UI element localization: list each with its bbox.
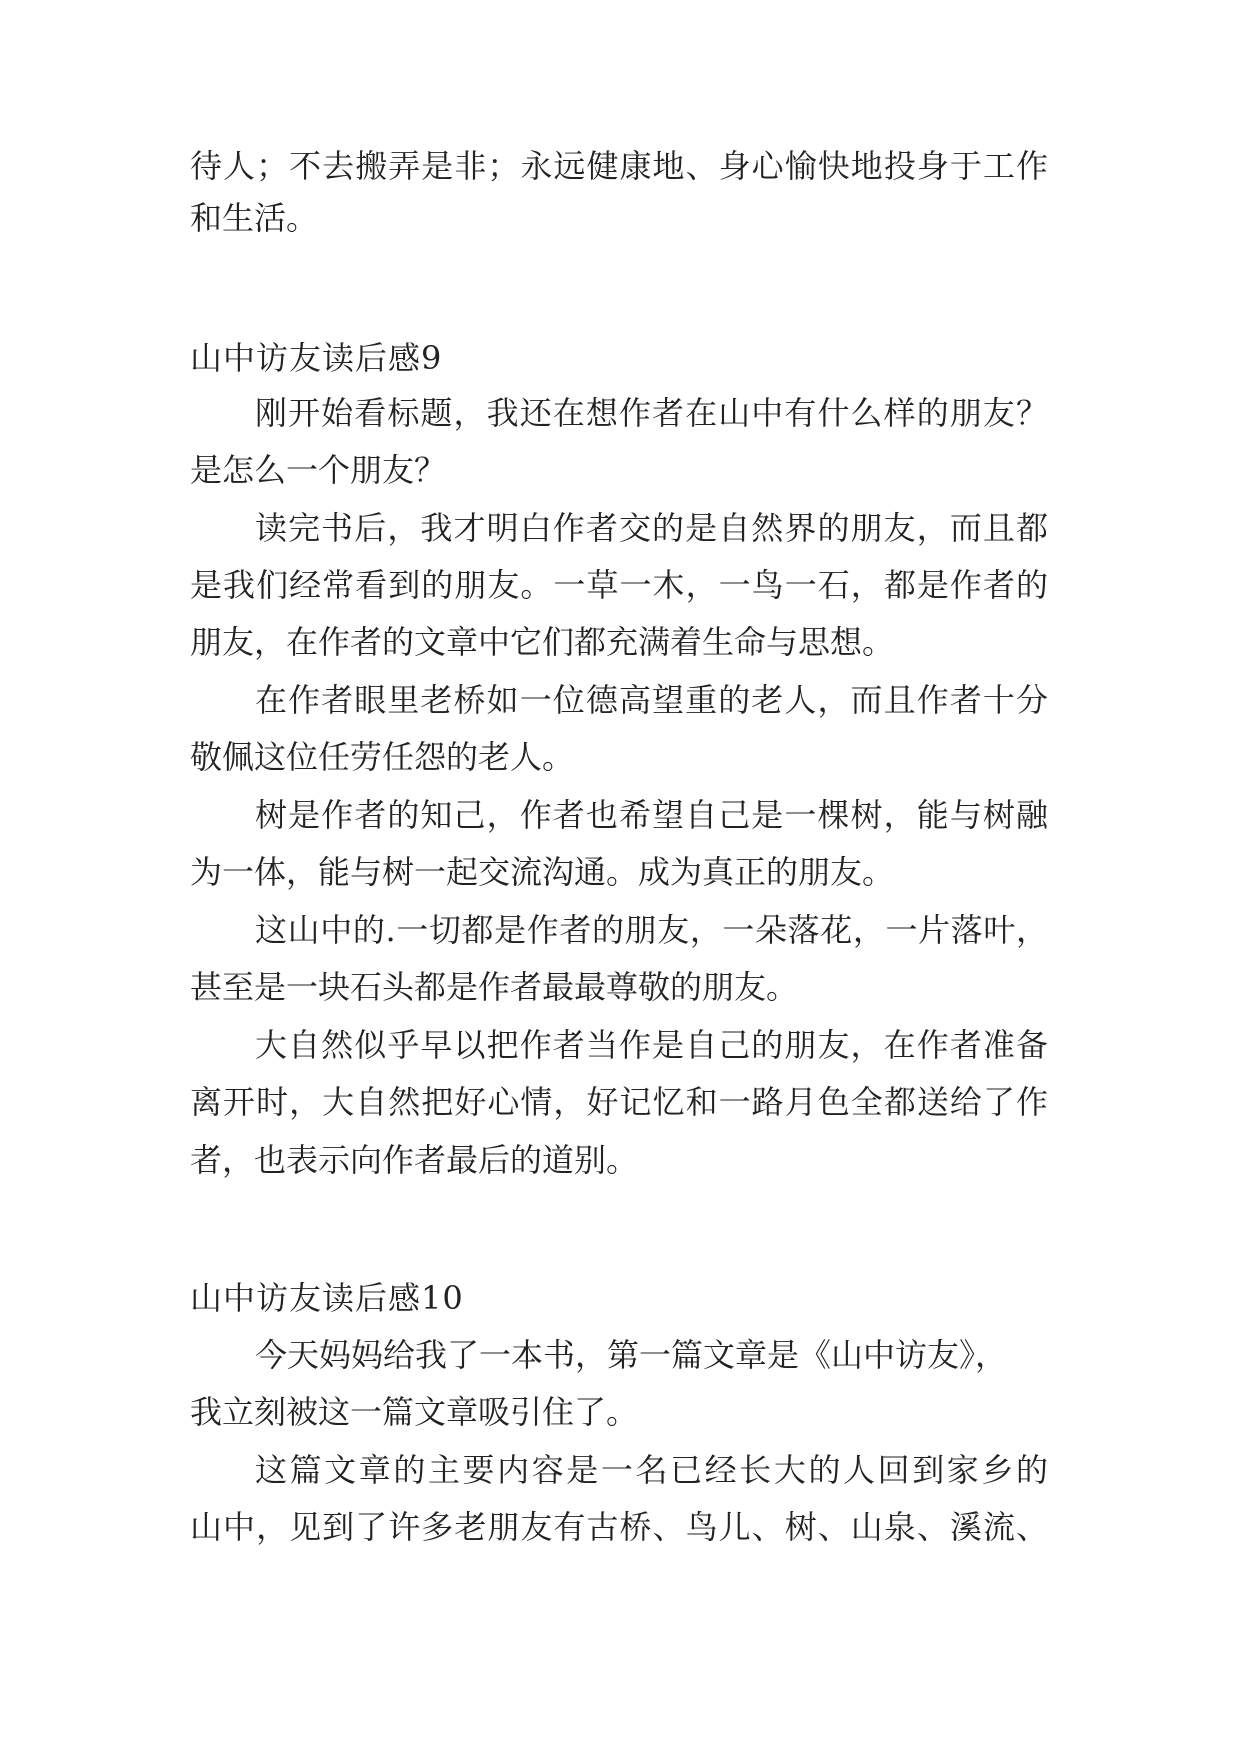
text-line: 者，也表示向作者最后的道别。: [190, 1141, 639, 1179]
section-heading: 山中访友读后感10: [190, 1279, 464, 1317]
paragraph-first-line: 这山中的.一切都是作者的朋友，一朵落花，一片落叶，: [255, 911, 1048, 949]
paragraph-first-line: 读完书后，我才明白作者交的是自然界的朋友，而且都: [255, 509, 1048, 547]
text-line: 和生活。: [190, 199, 319, 237]
text-line: 甚至是一块石头都是作者最最尊敬的朋友。: [190, 968, 799, 1006]
paragraph-first-line: 刚开始看标题，我还在想作者在山中有什么样的朋友？: [255, 394, 1048, 432]
paragraph-first-line: 大自然似乎早以把作者当作是自己的朋友，在作者准备: [255, 1026, 1048, 1064]
text-line: 山中，见到了许多老朋友有古桥、鸟儿、树、山泉、溪流、: [190, 1508, 1048, 1546]
paragraph-first-line: 这篇文章的主要内容是一名已经长大的人回到家乡的: [255, 1451, 1048, 1489]
text-line: 敬佩这位任劳任怨的老人。: [190, 738, 575, 776]
section-heading: 山中访友读后感9: [190, 339, 443, 377]
paragraph-first-line: 树是作者的知己，作者也希望自己是一棵树，能与树融: [255, 796, 1048, 834]
text-line: 为一体，能与树一起交流沟通。成为真正的朋友。: [190, 853, 895, 891]
text-line: 离开时，大自然把好心情，好记忆和一路月色全都送给了作: [190, 1083, 1048, 1121]
paragraph-first-line: 在作者眼里老桥如一位德高望重的老人，而且作者十分: [255, 681, 1048, 719]
text-line: 是我们经常看到的朋友。一草一木，一鸟一石，都是作者的: [190, 566, 1048, 604]
text-line: 朋友，在作者的文章中它们都充满着生命与思想。: [190, 623, 895, 661]
text-line: 我立刻被这一篇文章吸引住了。: [190, 1393, 639, 1431]
text-line: 是怎么一个朋友？: [190, 451, 447, 489]
text-line: 待人；不去搬弄是非；永远健康地、身心愉快地投身于工作: [190, 147, 1048, 185]
paragraph-first-line: 今天妈妈给我了一本书，第一篇文章是《山中访友》，: [255, 1336, 1008, 1374]
